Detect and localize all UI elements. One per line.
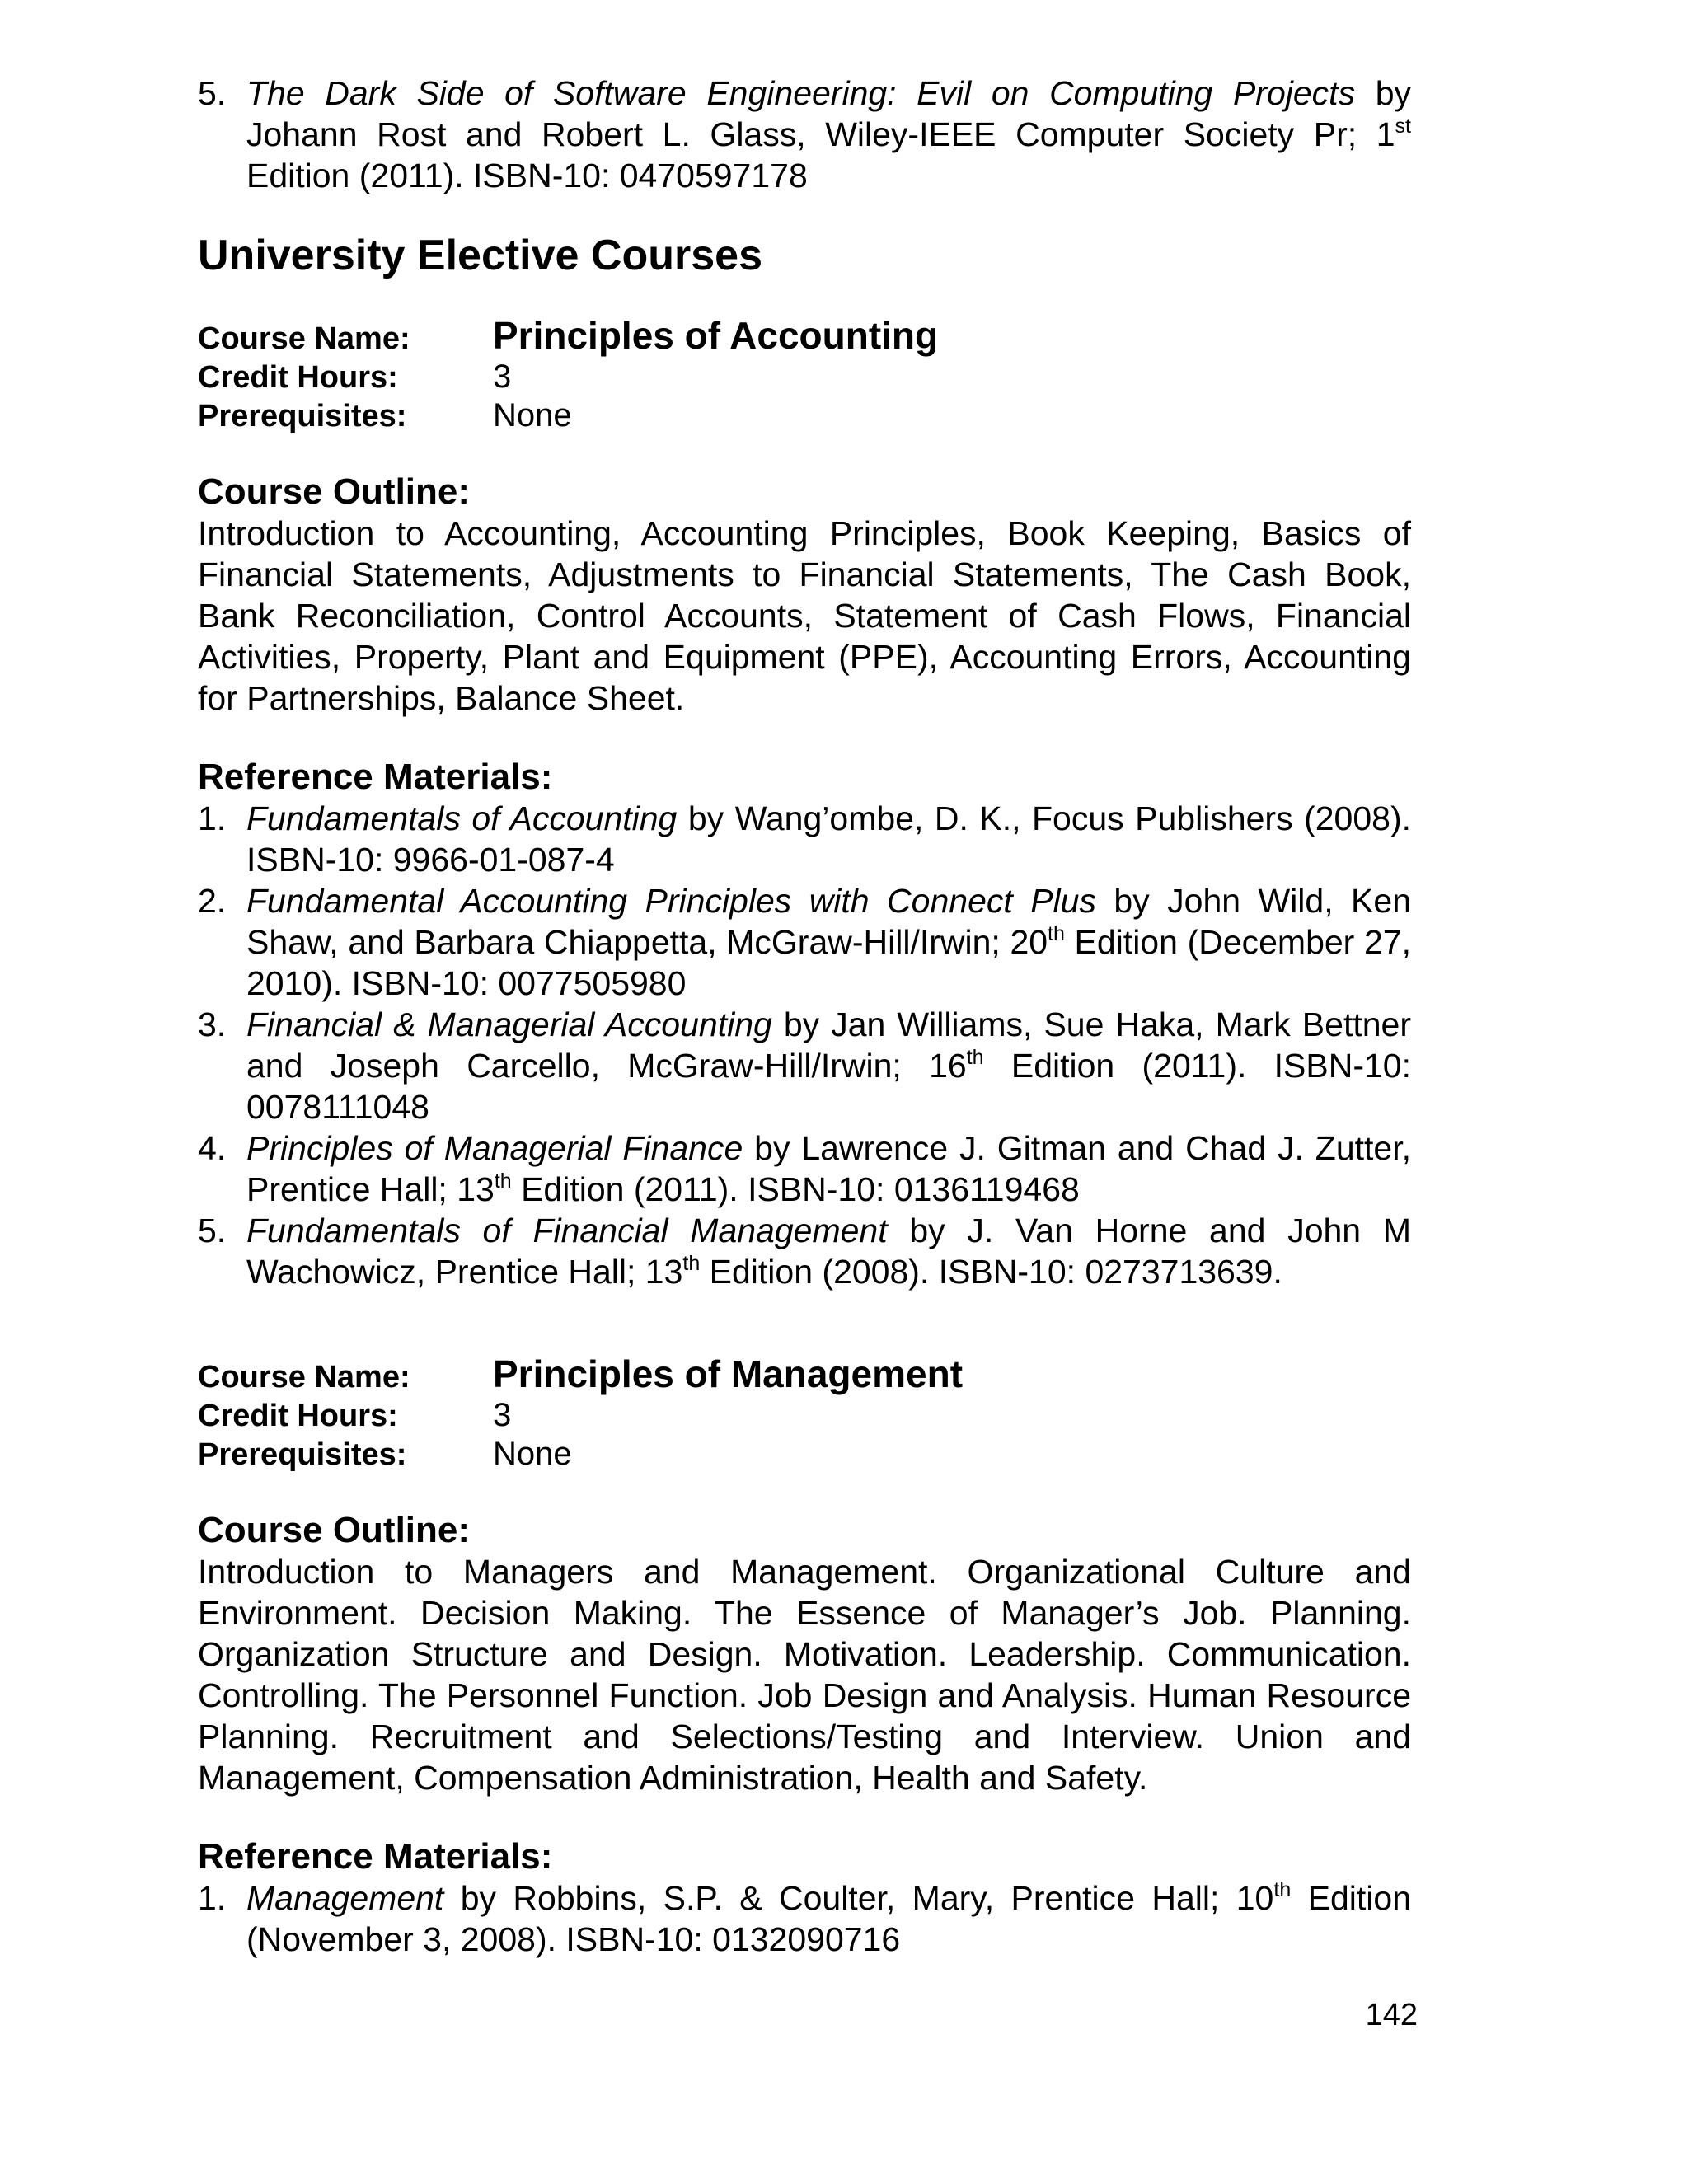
reference-details: by Jan Williams, Sue Haka, Mark Bettner and Joseph Carcello, McGraw-Hill/Irwin; 16 — [246, 1005, 1411, 1085]
prerequisites-row — [198, 396, 1411, 435]
course-management — [198, 1352, 1411, 1960]
credit-hours-row — [198, 358, 1411, 396]
course-name-label: Course Name: — [198, 321, 410, 356]
list-item — [198, 1877, 1411, 1960]
prerequisites-value: None — [493, 397, 572, 434]
reference-title: The Dark Side of Software Engineering: Evil on Computing Projects — [246, 74, 1356, 112]
course-name-row — [198, 316, 1411, 358]
credit-hours-label: Credit Hours: — [198, 1399, 398, 1433]
reference-title: Fundamental Accounting Principles with Connect Plus — [246, 882, 1096, 920]
ordinal-suffix: th — [494, 1169, 512, 1193]
credit-hours-row — [198, 1396, 1411, 1435]
reference-title: Fundamentals of Accounting — [246, 799, 678, 837]
ordinal-suffix: th — [1048, 922, 1065, 945]
prerequisites-label: Prerequisites: — [198, 1437, 407, 1472]
reference-title: Principles of Managerial Finance — [246, 1129, 743, 1167]
reference-number: 3. — [198, 1005, 227, 1043]
reference-details: by Lawrence J. Gitman and Chad J. Zutter, Prentice Hall; 13 — [246, 1129, 1411, 1208]
reference-number: 5. — [198, 1212, 227, 1249]
list-item — [198, 1004, 1411, 1127]
prerequisites-row — [198, 1435, 1411, 1474]
credit-hours-label: Credit Hours: — [198, 360, 398, 395]
reference-title: Fundamentals of Financial Management — [246, 1212, 888, 1249]
reference-edition: Edition (2011). ISBN-10: 0078111048 — [246, 1047, 1411, 1126]
course-title: Principles of Management — [493, 1352, 964, 1395]
reference-number: 2. — [198, 882, 227, 920]
list-item — [198, 73, 1411, 196]
list-item — [198, 1210, 1411, 1292]
course-title: Principles of Accounting — [493, 314, 939, 357]
reference-edition: Edition (November 3, 2008). ISBN-10: 0132090716 — [246, 1879, 1411, 1958]
reference-list — [198, 798, 1411, 1292]
reference-edition: Edition (2011). ISBN-10: 0136119468 — [511, 1170, 1080, 1208]
reference-list — [198, 1877, 1411, 1960]
course-outline-heading: Course Outline: — [198, 471, 471, 512]
top-reference-list — [198, 73, 1411, 196]
ordinal-suffix: st — [1395, 115, 1411, 138]
prerequisites-value: None — [493, 1436, 572, 1472]
section-title: University Elective Courses — [198, 232, 762, 279]
course-name-row — [198, 1352, 1411, 1396]
reference-materials-heading: Reference Materials: — [198, 1836, 553, 1877]
reference-title: Financial & Managerial Accounting — [246, 1005, 772, 1043]
reference-details: by J. Van Horne and John M Wachowicz, Prentice Hall; 13 — [246, 1212, 1411, 1291]
reference-details: by Robbins, S.P. & Coulter, Mary, Prentice Hall; 10 — [443, 1879, 1274, 1917]
credit-hours-value: 3 — [493, 359, 512, 395]
reference-edition: Edition (2008). ISBN-10: 0273713639. — [700, 1253, 1282, 1291]
list-item — [198, 880, 1411, 1004]
ordinal-suffix: th — [966, 1046, 984, 1069]
reference-details: by Wang’ombe, D. K., Focus Publishers (2008). ISBN-10: 9966-01-087-4 — [246, 799, 1411, 879]
reference-number: 4. — [198, 1129, 227, 1167]
reference-materials-heading: Reference Materials: — [198, 757, 553, 797]
reference-number: 5. — [198, 74, 227, 112]
reference-details: by John Wild, Ken Shaw, and Barbara Chiappetta, McGraw-Hill/Irwin; 20 — [246, 882, 1411, 961]
list-item — [198, 1127, 1411, 1210]
reference-title: Management — [246, 1879, 444, 1917]
list-item — [198, 798, 1411, 880]
reference-number: 1. — [198, 799, 227, 837]
page-number: 142 — [1365, 1998, 1418, 2032]
course-accounting — [198, 316, 1411, 1292]
ordinal-suffix: th — [682, 1252, 701, 1275]
prerequisites-label: Prerequisites: — [198, 399, 407, 434]
course-outline-text: Introduction to Managers and Management. Organizational Culture and Environment. Decision Making. The Essence of Manager’s Job. Planning. Organization Structure and Design. Motivation. Leadership. Communication. Controlling. The Personnel Function. Job Design and Analysis. Human Resource Planning. Recruitment and Selections/Testing and Interview. Union and Management, Compensation Administration, Health and Safety. — [198, 1553, 1411, 1797]
reference-number: 1. — [198, 1879, 227, 1917]
ordinal-suffix: th — [1273, 1878, 1292, 1901]
credit-hours-value: 3 — [493, 1397, 512, 1433]
course-outline-heading: Course Outline: — [198, 1510, 471, 1550]
course-outline-text: Introduction to Accounting, Accounting Principles, Book Keeping, Basics of Financial Statements, Adjustments to Financial Statements, The Cash Book, Bank Reconciliation, Control Accounts, Statement of Cash Flows, Financial Activities, Property, Plant and Equipment (PPE), Accounting Errors, Accounting for Partnerships, Balance Sheet. — [198, 514, 1411, 717]
document-page — [198, 73, 1411, 1960]
course-name-label: Course Name: — [198, 1360, 410, 1394]
reference-edition: Edition (December 27, 2010). ISBN-10: 0077505980 — [246, 923, 1411, 1002]
reference-edition: Edition (2011). ISBN-10: 0470597178 — [246, 157, 808, 194]
reference-details: by Johann Rost and Robert L. Glass, Wiley-IEEE Computer Society Pr; 1 — [246, 74, 1411, 153]
